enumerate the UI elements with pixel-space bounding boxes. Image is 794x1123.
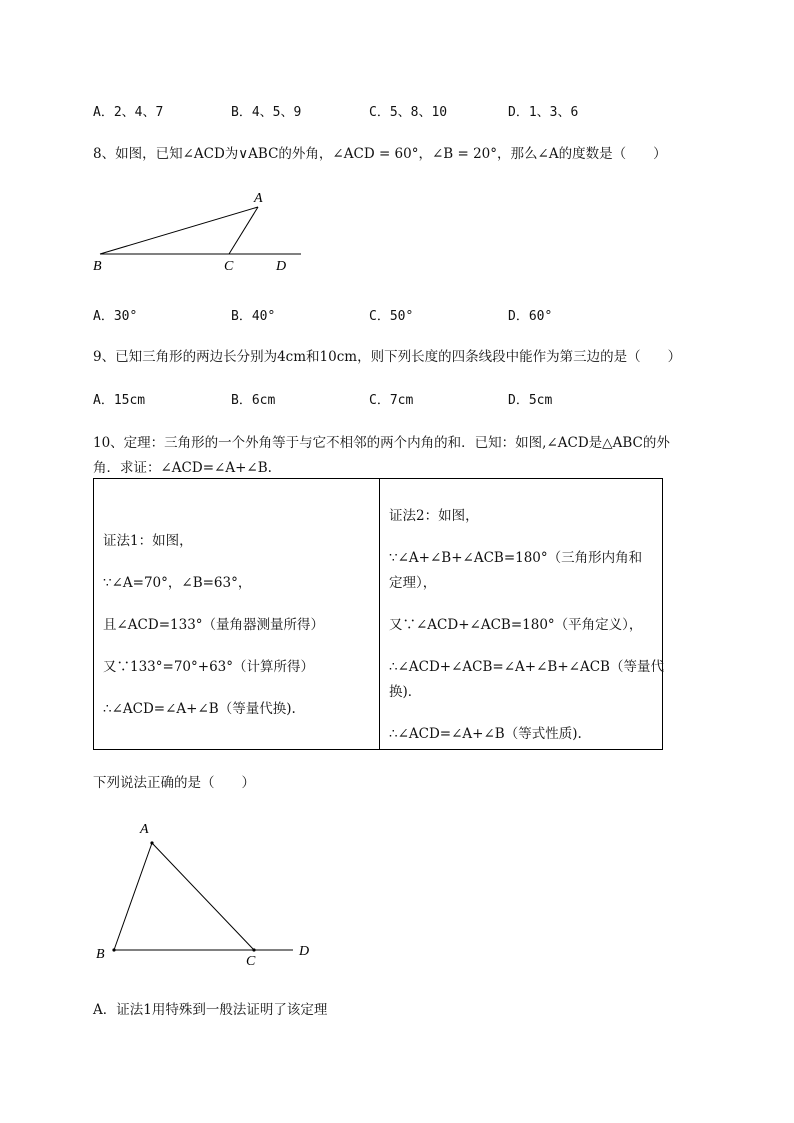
q9-option-c: C．7cm — [369, 393, 414, 408]
q10-triangle-figure — [90, 815, 320, 970]
q8-option-c: C．50° — [369, 309, 414, 324]
proof2-line-4: 又∵∠ACD+∠ACB=180°（平角定义）， — [389, 617, 643, 633]
q10-label-d: D — [299, 944, 310, 959]
proof-comparison-table — [93, 478, 663, 750]
q10-option-a: A．证法1用特殊到一般法证明了该定理 — [93, 1002, 328, 1018]
q8-option-a: A．30° — [93, 309, 138, 324]
table-divider — [379, 479, 380, 749]
q10-line-ba — [114, 843, 152, 950]
proof1-line-5: ∴∠ACD=∠A+∠B（等量代换). — [103, 701, 296, 717]
q8-option-b: B．40° — [231, 309, 276, 324]
proof2-line-1: 证法2：如图， — [389, 508, 479, 524]
q9-option-a: A．15cm — [93, 393, 146, 408]
proof2-line-6: 换)． — [389, 684, 422, 700]
proof2-line-2: ∵∠A+∠B+∠ACB=180°（三角形内角和 — [389, 550, 643, 566]
proof2-line-7: ∴∠ACD=∠A+∠B（等式性质). — [389, 726, 582, 742]
q10-label-c: C — [246, 954, 256, 969]
q8-label-d: D — [276, 259, 287, 274]
q8-label-c: C — [224, 259, 234, 274]
proof1-line-2: ∵∠A=70°，∠B=63°， — [103, 575, 252, 591]
proof2-line-5: ∴∠ACD+∠ACB=∠A+∠B+∠ACB（等量代 — [389, 659, 664, 675]
q10-point-a — [150, 841, 153, 844]
q10-point-b — [112, 948, 115, 951]
q8-label-b: B — [93, 259, 102, 274]
q10-question: 下列说法正确的是（ ） — [93, 775, 255, 791]
q10-stem-line2: 角．求证：∠ACD=∠A+∠B. — [93, 460, 272, 476]
q8-stem: 8、如图，已知∠ACD为∨ABC的外角，∠ACD = 60°，∠B = 20°，那么∠A的度数是（ ） — [93, 146, 667, 162]
q10-label-b: B — [96, 947, 105, 962]
q8-option-d: D．60° — [508, 309, 553, 324]
q9-option-d: D．5cm — [508, 393, 553, 408]
q10-stem-line1: 10、定理：三角形的一个外角等于与它不相邻的两个内角的和．已知：如图,∠ACD是△ABC的外 — [93, 435, 670, 451]
q9-stem: 9、已知三角形的两边长分别为4cm和10cm，则下列长度的四条线段中能作为第三边的是（ ） — [93, 349, 682, 365]
q10-line-ac — [152, 843, 254, 950]
q8-label-a: A — [254, 191, 263, 206]
q7-option-c: C．5、8、10 — [369, 105, 448, 120]
q8-line-ba — [100, 207, 258, 254]
q7-option-b: B．4、5、9 — [231, 105, 302, 120]
q7-option-a: A．2、4、7 — [93, 105, 164, 120]
proof2-line-3: 定理）， — [389, 575, 437, 591]
proof1-line-4: 又∵133°=70°+63°（计算所得） — [103, 659, 314, 675]
q10-label-a: A — [140, 822, 149, 837]
q8-triangle-figure — [88, 186, 308, 278]
q9-option-b: B．6cm — [231, 393, 276, 408]
q7-option-d: D．1、3、6 — [508, 105, 579, 120]
proof1-line-1: 证法1：如图， — [103, 533, 193, 549]
proof1-line-3: 且∠ACD=133°（量角器测量所得） — [103, 617, 325, 633]
q10-point-c — [252, 948, 255, 951]
